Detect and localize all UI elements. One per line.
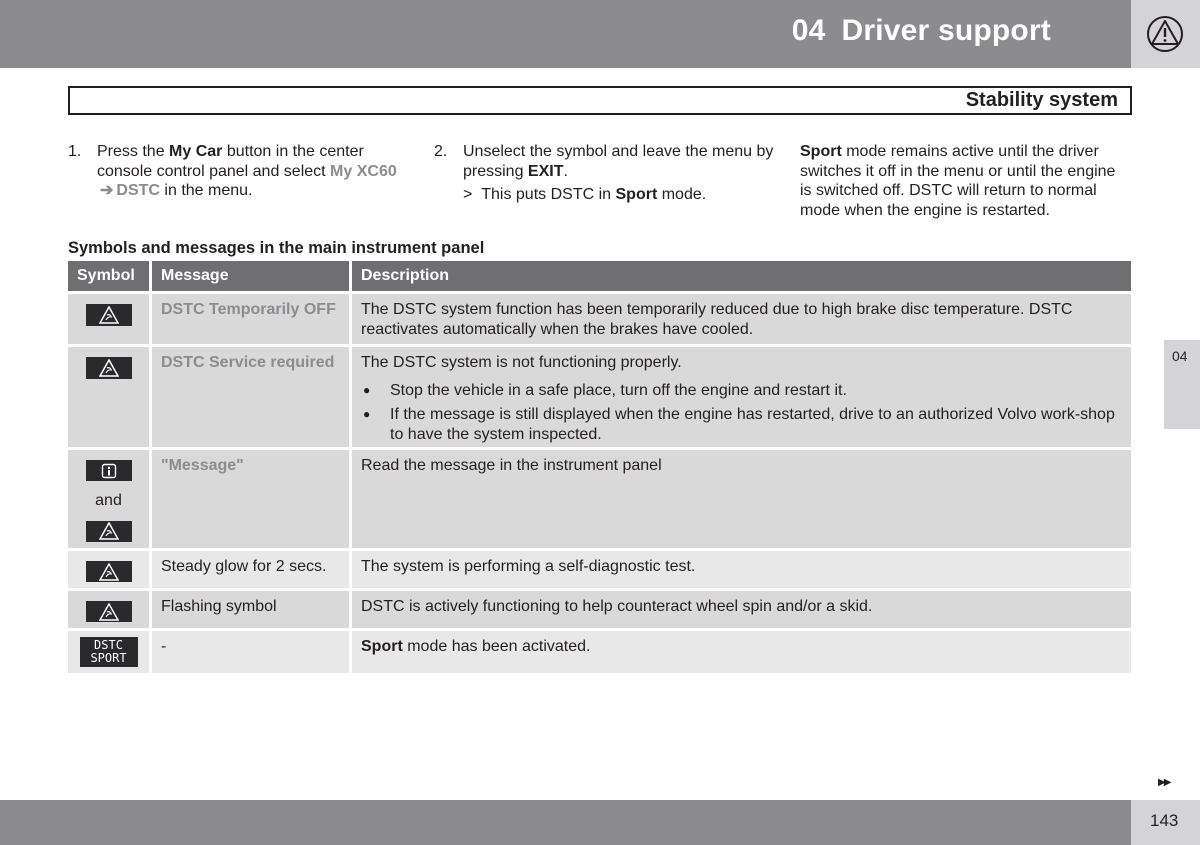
message-cell: - xyxy=(152,631,352,673)
symbols-table xyxy=(68,261,1131,676)
symbol-cell xyxy=(68,591,152,628)
section-header xyxy=(68,86,1132,115)
step-text-part: Unselect the symbol and leave the menu by pressing xyxy=(463,143,774,180)
symbol-cell xyxy=(68,450,152,548)
menu-path-item: DSTC xyxy=(116,182,160,199)
dstc-skid-icon xyxy=(86,561,132,582)
table-row xyxy=(68,294,1131,347)
chapter-title xyxy=(792,14,1051,48)
table-heading: Symbols and messages in the main instrument panel xyxy=(68,239,485,257)
step-text-part: Press the xyxy=(97,143,170,160)
step-text xyxy=(463,142,774,181)
result-marker: > xyxy=(463,186,473,203)
table-row xyxy=(68,450,1131,551)
badge-line: DSTC xyxy=(94,638,123,652)
bullet-item: ● Stop the vehicle in a safe place, turn off the engine and restart it. xyxy=(361,381,1122,401)
symbol-cell xyxy=(68,294,152,344)
my-car-button-name: My Car xyxy=(169,143,223,160)
result-text: mode. xyxy=(657,186,707,203)
page-number: 143 xyxy=(1150,811,1179,830)
message-cell: "Message" xyxy=(152,450,352,548)
step-result xyxy=(463,185,774,205)
dstc-sport-icon xyxy=(80,637,138,667)
table-row xyxy=(68,631,1131,676)
description-cell: The system is performing a self-diagnostic test. xyxy=(361,558,696,575)
section-title: Stability system xyxy=(965,89,1118,111)
step-text xyxy=(97,142,398,201)
bullet-item: ● If the message is still displayed when the engine has restarted, drive to an authorized Volvo work-shop to have the system inspected. xyxy=(361,405,1122,444)
menu-path-item: My XC60 xyxy=(330,162,397,180)
warning-icon-box xyxy=(1131,0,1200,68)
symbol-cell xyxy=(68,347,152,447)
message-cell: Steady glow for 2 secs. xyxy=(152,551,352,588)
step-1 xyxy=(68,142,398,201)
warning-triangle-icon xyxy=(1146,15,1184,53)
step-text-part: button in the center console control panel and select xyxy=(97,143,364,180)
dstc-skid-icon xyxy=(86,521,132,542)
description-text: The DSTC system is not functioning properly. xyxy=(361,354,682,371)
arrow-right-icon: ➔ xyxy=(100,182,114,199)
symbol-and-text: and xyxy=(95,492,122,510)
table-row xyxy=(68,551,1131,591)
step-text-part: . xyxy=(563,162,568,180)
description-text: mode has been activated. xyxy=(402,638,591,655)
intro-column-2 xyxy=(434,142,774,205)
column-header-description: Description xyxy=(361,267,450,284)
chapter-number: 04 xyxy=(791,14,826,47)
description-cell xyxy=(352,631,1131,673)
message-cell: DSTC Service required xyxy=(152,347,352,447)
description-cell xyxy=(352,347,1131,447)
description-cell: Read the message in the instrument panel xyxy=(361,457,662,474)
chapter-header-bar xyxy=(0,0,1131,68)
chapter-side-tab xyxy=(1164,340,1200,429)
message-cell: Flashing symbol xyxy=(152,591,352,628)
dstc-skid-icon xyxy=(86,601,132,622)
step-number: 1. xyxy=(68,143,82,160)
message-cell: DSTC Temporarily OFF xyxy=(152,294,352,344)
column-header-symbol: Symbol xyxy=(68,261,152,291)
description-cell: The DSTC system function has been temporarily reduced due to high brake disc temperature. DSTC reactivates automatically when the brakes have cooled. xyxy=(361,301,1073,338)
step-text-part: in the menu. xyxy=(159,182,253,199)
chapter-name: Driver support xyxy=(841,14,1051,47)
continue-arrows-icon: ▶▶ xyxy=(1158,777,1170,788)
footer-bar xyxy=(0,800,1131,845)
sport-mode-term: Sport xyxy=(800,143,842,160)
symbol-cell xyxy=(68,631,152,673)
description-bold: Sport xyxy=(361,638,403,655)
table-row xyxy=(68,347,1131,450)
side-tab-label: 04 xyxy=(1172,348,1188,364)
sport-mode-description: mode remains active until the driver switches it off in the menu or until the engine is switched off. DSTC will return to normal mode when the engine is restarted. xyxy=(800,143,1116,219)
step-number: 2. xyxy=(434,143,448,160)
step-2 xyxy=(434,142,774,181)
description-cell: DSTC is actively functioning to help counteract wheel spin and/or a skid. xyxy=(361,598,873,615)
column-header-message: Message xyxy=(152,261,352,291)
intro-column-1 xyxy=(68,142,398,201)
dstc-skid-icon xyxy=(86,304,132,326)
exit-button-name: EXIT xyxy=(527,162,564,180)
dstc-skid-icon xyxy=(86,357,132,379)
result-bold: Sport xyxy=(615,186,658,203)
table-row xyxy=(68,591,1131,631)
information-icon xyxy=(86,460,132,481)
result-text: This puts DSTC in xyxy=(481,186,616,203)
bullet-list xyxy=(361,381,1122,445)
symbol-cell xyxy=(68,551,152,588)
badge-line: SPORT xyxy=(90,651,127,665)
table-header-row xyxy=(68,261,1131,294)
intro-column-3 xyxy=(800,142,1130,220)
